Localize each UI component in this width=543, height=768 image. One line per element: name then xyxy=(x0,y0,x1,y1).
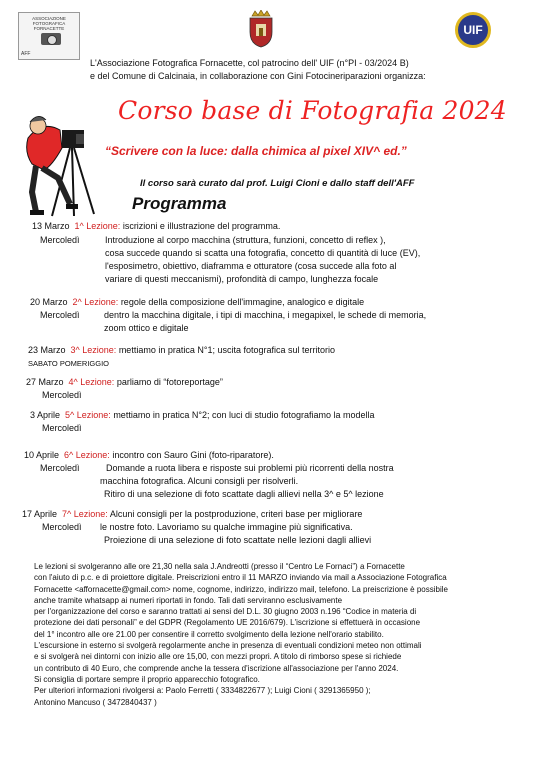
lesson-detail: variare di questi meccanismi), profondità di campo, lunghezza focale xyxy=(105,274,379,284)
lesson-header xyxy=(22,509,362,520)
footer-line: con l'aiuto di p.c. e di proiettore digitale. Preiscrizioni entro il 11 MARZO inviando via mail a Associazione Fotografica xyxy=(34,573,447,583)
footer-line: Antonino Mancuso ( 3472840437 ) xyxy=(34,697,157,707)
course-subtitle: “Scrivere con la luce: dalla chimica al pixel XIV^ ed.” xyxy=(105,144,407,158)
logo-sub: AFF xyxy=(21,51,31,57)
lesson-date: 10 Aprile xyxy=(24,450,60,460)
lesson-detail: le nostre foto. Lavoriamo su qualche immagine più significativa. xyxy=(100,522,353,532)
lesson-label: 4^ Lezione: xyxy=(68,377,115,387)
lesson-day: Mercoledì xyxy=(40,310,80,320)
lesson-header xyxy=(26,377,223,388)
footer-line: Si consiglia di portare sempre il proprio apparecchio fotografico. xyxy=(34,674,260,684)
lesson-header xyxy=(32,221,280,232)
lesson-date: 27 Marzo xyxy=(26,377,64,387)
logo-text-line: FOTOGRAFICA xyxy=(32,21,66,26)
lesson-text: Alcuni consigli per la postproduzione, criteri base per migliorare xyxy=(107,509,363,519)
lesson-date: 20 Marzo xyxy=(30,297,68,307)
lesson-detail: Domande a ruota libera e risposte sui problemi più ricorrenti della nostra xyxy=(106,463,394,473)
photographer-illustration-icon xyxy=(22,108,102,218)
lesson-text: mettiamo in pratica N°2; con luci di studio fotografiamo la modella xyxy=(110,410,375,420)
lesson-detail: Introduzione al corpo macchina (struttura, funzioni, concetto di reflex ), xyxy=(105,235,386,245)
lesson-detail: cosa succede quando si scatta una fotografia, concetto di quantità di luce (EV), xyxy=(105,248,421,258)
comune-crest-icon xyxy=(246,10,276,48)
footer-line: e si svolgerà nei dintorni con inizio alle ore 15,00, con mezzi propri. A titolo di rimborso spese si richiede xyxy=(34,652,402,662)
lesson-detail: dentro la macchina digitale, i tipi di macchina, i megapixel, le schede di memoria, xyxy=(104,310,427,320)
association-logo xyxy=(18,12,80,60)
lesson-text: parliamo di “fotoreportage” xyxy=(114,377,223,387)
lesson-text: regole della composizione dell'immagine, analogico e digitale xyxy=(118,297,365,307)
footer-info xyxy=(34,561,524,708)
lesson-date: 13 Marzo xyxy=(32,221,70,231)
lesson-label: 2^ Lezione: xyxy=(72,297,119,307)
lesson-header xyxy=(24,450,274,461)
lesson-label: 5^ Lezione: xyxy=(65,410,111,420)
lesson-day: Mercoledì xyxy=(42,522,82,532)
lesson-label: 7^ Lezione: xyxy=(62,509,108,519)
footer-line: anche tramite whatsapp ai numeri riportati in fondo. Tali dati serviranno esclusivamente xyxy=(34,595,343,605)
lesson-day: Mercoledì xyxy=(42,390,82,400)
logo-text-line: ASSOCIAZIONE xyxy=(32,16,66,21)
curator-line: Il corso sarà curato dal prof. Luigi Cioni e dallo staff dell'AFF xyxy=(140,178,415,189)
lesson-day: Mercoledì xyxy=(40,235,80,245)
lesson-detail: Ritiro di una selezione di foto scattate dagli allievi nella 3^ e 5^ lezione xyxy=(104,489,384,499)
lesson-detail: l'esposimetro, obiettivo, diaframma e otturatore (cosa succede alla foto al xyxy=(105,261,397,271)
uif-logo xyxy=(455,12,491,48)
lesson-text: iscrizioni e illustrazione del programma. xyxy=(120,221,281,231)
lesson-header xyxy=(28,345,335,356)
lesson-label: 6^ Lezione: xyxy=(64,450,110,460)
intro-line: L'Associazione Fotografica Fornacette, col patrocino dell' UIF (n°PI - 03/2024 B) xyxy=(90,58,409,68)
footer-line: per l'organizzazione del corso e saranno trattati ai sensi del D.L. 30 giugno 2003 n.196 “Codice in materia di xyxy=(34,607,417,617)
course-title: Corso base di Fotografia 2024 xyxy=(118,96,507,125)
lesson-label: 3^ Lezione: xyxy=(70,345,117,355)
lesson-header xyxy=(30,297,364,308)
footer-line: protezione dei dati personali” e del GDPR (Regolamento UE 2016/679). L'iscrizione si effettuerà in occasione xyxy=(34,618,421,628)
lesson-detail: zoom ottico e digitale xyxy=(104,323,189,333)
intro-text xyxy=(90,57,426,83)
lesson-header xyxy=(30,410,375,421)
lesson-label: 1^ Lezione: xyxy=(74,221,121,231)
lesson-detail: macchina fotografica. Alcuni consigli per risolverli. xyxy=(100,476,299,486)
footer-line: Fornacette <affornacette@gmail.com> nome, cognome, indirizzo, indirizzo mail, telefono. La preiscrizione è possibile xyxy=(34,584,448,594)
footer-line: L'escursione in esterno si svolgerà regolarmente anche in presenza di eventuali condizioni meteo non ottimali xyxy=(34,641,422,651)
lesson-day: Mercoledì xyxy=(42,423,82,433)
intro-line: e del Comune di Calcinaia, in collaborazione con Gini Fotocineriparazioni organizza: xyxy=(90,71,426,81)
lesson-date: 3 Aprile xyxy=(30,410,61,420)
uif-logo-text: UIF xyxy=(463,23,483,37)
lesson-day: Mercoledì xyxy=(40,463,80,473)
logo-text-line: FORNACETTE xyxy=(33,26,65,31)
lesson-detail: Proiezione di una selezione di foto scattate nelle lezioni dagli allievi xyxy=(104,535,372,545)
lens-icon xyxy=(47,35,57,45)
lesson-text: incontro con Sauro Gini (foto-riparatore). xyxy=(109,450,274,460)
lesson-date: 23 Marzo xyxy=(28,345,66,355)
footer-line: un contributo di 40 Euro, che comprende anche la tessera d'iscrizione all'associazione per l'anno 2024. xyxy=(34,663,399,673)
lesson-day: SABATO POMERIGGIO xyxy=(28,359,109,368)
footer-line: del 1° incontro alle ore 21.00 per consentire il corretto svolgimento della lezione nell'orario stabilito. xyxy=(34,629,384,639)
footer-line: Per ulteriori informazioni rivolgersi a: Paolo Ferretti ( 3334822677 ); Luigi Cioni ( 3291365950 ); xyxy=(34,686,371,696)
footer-line: Le lezioni si svolgeranno alle ore 21,30 nella sala J.Andreotti (presso il “Centro Le Fornaci”) a Fornacette xyxy=(34,562,405,571)
lesson-text: mettiamo in pratica N°1; uscita fotografica sul territorio xyxy=(116,345,335,355)
programma-heading: Programma xyxy=(132,194,227,213)
lesson-date: 17 Aprile xyxy=(22,509,58,519)
